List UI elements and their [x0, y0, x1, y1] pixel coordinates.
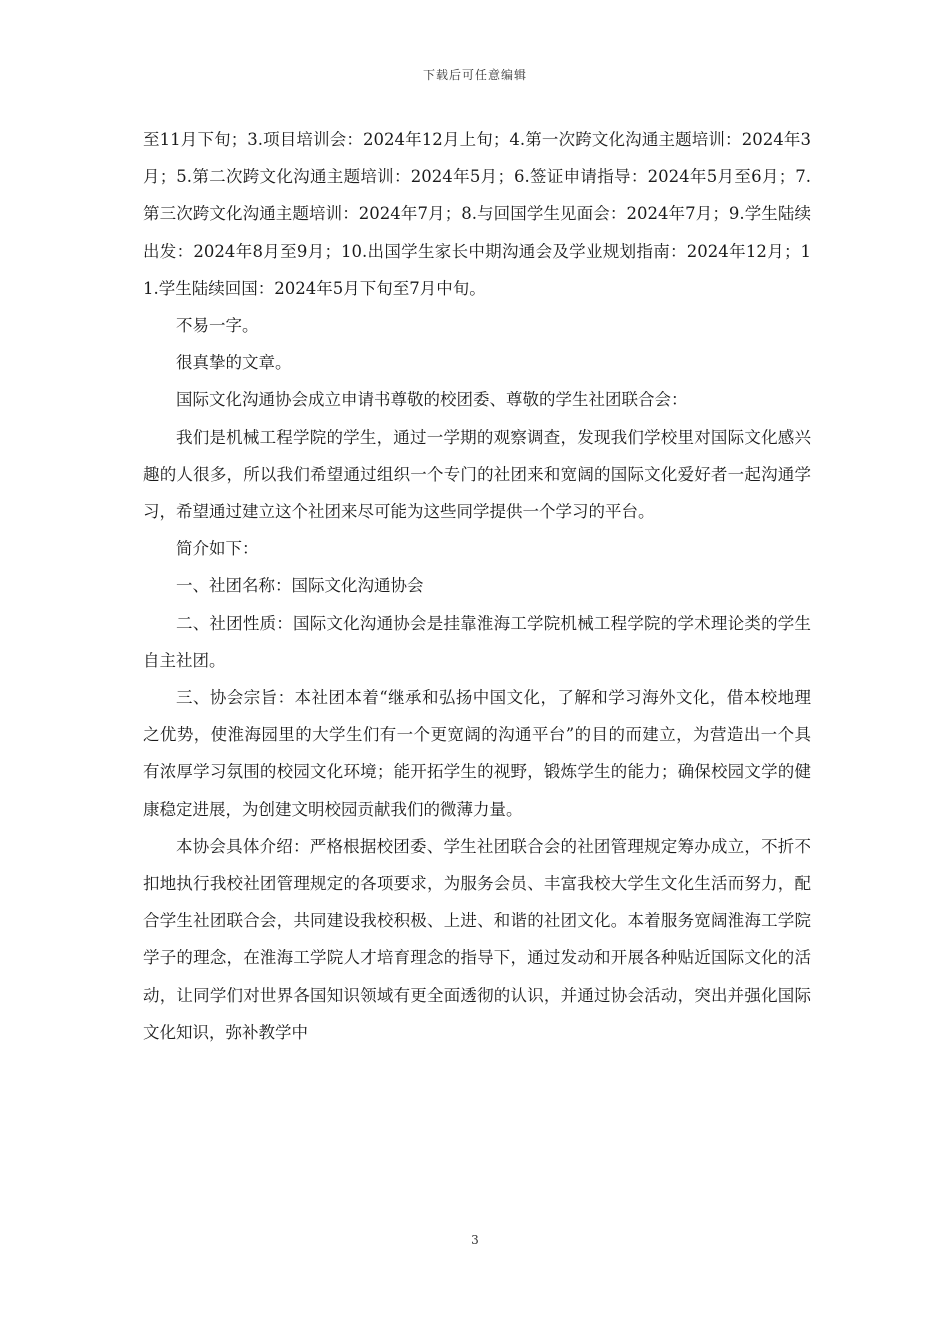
document-body [143, 121, 811, 1051]
paragraph-introduction: 我们是机械工程学院的学生，通过一学期的观察调查，发现我们学校里对国际文化感兴趣的人很多，所以我们希望通过组织一个专门的社团来和宽阔的国际文化爱好者一起沟通学习，希望通过建立这个社团来尽可能为这些同学提供一个学习的平台。 [143, 427, 811, 522]
paragraph-club-purpose: 三、协会宗旨：本社团本着“继承和弘扬中国文化，了解和学习海外文化，借本校地理之优势，使淮海园里的大学生们有一个更宽阔的沟通平台”的目的而建立，为营造出一个具有浓厚学习氛围的校园文化环境；能开拓学生的视野，锻炼学生的能力；确保校园文学的健康稳定进展，为创建文明校园贡献我们的微薄力量。 [143, 688, 811, 819]
paragraph-club-details: 本协会具体介绍：严格根据校团委、学生社团联合会的社团管理规定筹办成立，不折不扣地执行我校社团管理规定的各项要求，为服务会员、丰富我校大学生文化生活而努力，配合学生社团联合会，共同建设我校积极、上进、和谐的社团文化。本着服务宽阔淮海工学院学子的理念，在淮海工学院人才培育理念的指导下，通过发动和开展各种贴近国际文化的活动，让同学们对世界各国知识领域有更全面透彻的认识，并通过协会活动，突出并强化国际文化知识，弥补教学中 [143, 836, 811, 1042]
page-header: 下载后可任意编辑 [422, 68, 527, 82]
paragraph-application-title: 国际文化沟通协会成立申请书尊敬的校团委、尊敬的学生社团联合会： [176, 390, 688, 410]
paragraph-club-name: 一、社团名称：国际文化沟通协会 [176, 576, 424, 596]
paragraph-summary-heading: 简介如下： [176, 539, 259, 559]
paragraph-remark-1: 不易一字。 [176, 316, 259, 336]
paragraph-schedule: 至11月下旬；3.项目培训会：2024年12月上旬；4.第一次跨文化沟通主题培训：2024年3月；5.第二次跨文化沟通主题培训：2024年5月；6.签证申请指导：2024年5月至6月；7.第三次跨文化沟通主题培训：2024年7月；8.与回国学生见面会：2024年7月；9.学生陆续出发：2024年8月至9月；10.出国学生家长中期沟通会及学业规划指南：2024年12月；11.学生陆续回国：2024年5月下旬至7月中旬。 [143, 130, 811, 298]
paragraph-remark-2: 很真挚的文章。 [176, 353, 292, 373]
paragraph-club-nature: 二、社团性质：国际文化沟通协会是挂靠淮海工学院机械工程学院的学术理论类的学生自主社团。 [143, 613, 811, 670]
page-number: 3 [471, 1233, 479, 1247]
